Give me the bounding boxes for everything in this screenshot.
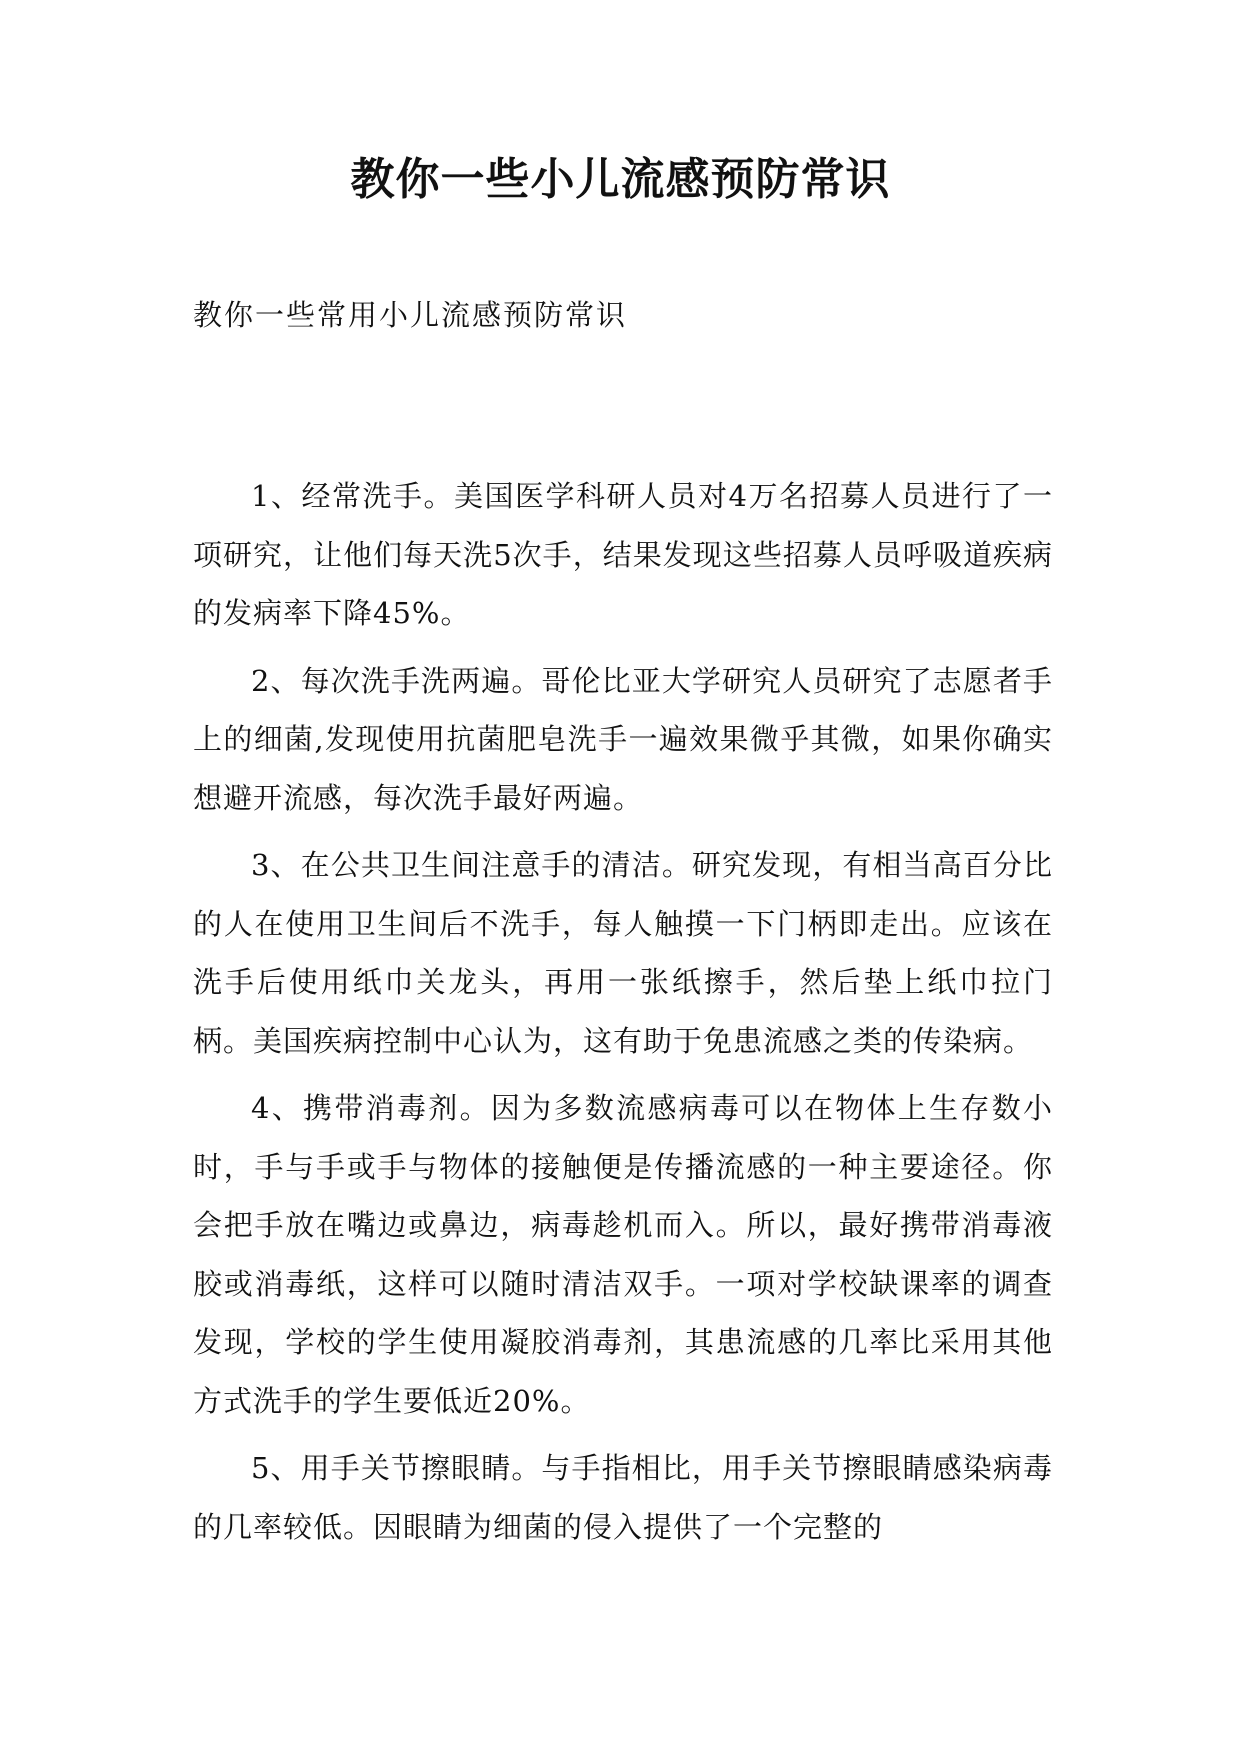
document-subtitle: 教你一些常用小儿流感预防常识 (193, 298, 628, 332)
paragraph-4: 4、携带消毒剂。因为多数流感病毒可以在物体上生存数小时，手与手或手与物体的接触便是传播流感的一种主要途径。你会把手放在嘴边或鼻边，病毒趁机而入。所以，最好携带消毒液胶或消毒纸，这样可以随时清洁双手。一项对学校缺课率的调查发现，学校的学生使用凝胶消毒剂，其患流感的几率比采用其他方式洗手的学生要低近20%。 (193, 1091, 1053, 1418)
paragraph-5: 5、用手关节擦眼睛。与手指相比，用手关节擦眼睛感染病毒的几率较低。因眼睛为细菌的侵入提供了一个完整的 (193, 1451, 1053, 1544)
paragraph-3: 3、在公共卫生间注意手的清洁。研究发现，有相当高百分比的人在使用卫生间后不洗手，每人触摸一下门柄即走出。应该在洗手后使用纸巾关龙头，再用一张纸擦手，然后垫上纸巾拉门柄。美国疾病控制中心认为，这有助于免患流感之类的传染病。 (193, 848, 1053, 1058)
paragraph-1: 1、经常洗手。美国医学科研人员对4万名招募人员进行了一项研究，让他们每天洗5次手，结果发现这些招募人员呼吸道疾病的发病率下降45%。 (193, 479, 1053, 630)
document-body (193, 467, 1053, 1565)
document-title: 教你一些小儿流感预防常识 (350, 154, 891, 205)
paragraph-2: 2、每次洗手洗两遍。哥伦比亚大学研究人员研究了志愿者手上的细菌,发现使用抗菌肥皂洗手一遍效果微乎其微，如果你确实想避开流感，每次洗手最好两遍。 (193, 663, 1053, 815)
